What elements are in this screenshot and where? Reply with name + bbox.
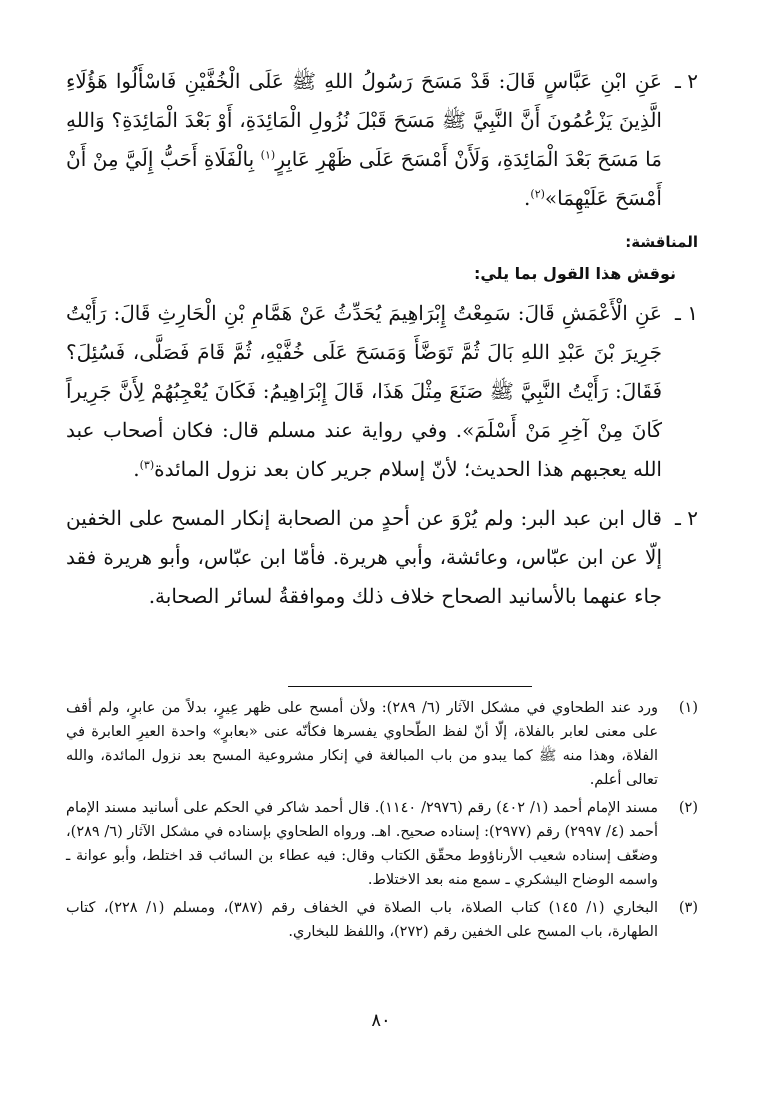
footnote-number: (٣) bbox=[678, 900, 698, 916]
discussion-text-end: . bbox=[133, 457, 140, 481]
hadith-text-continued: بِالْفَلَاةِ أَحَبُّ إِلَيَّ مِنْ أَنْ أَمْسَحَ عَلَيْهِمَا» bbox=[66, 147, 662, 210]
page-body bbox=[66, 62, 698, 626]
footnote-number: (١) bbox=[678, 700, 698, 716]
footnote-1 bbox=[66, 696, 698, 792]
footnote-2 bbox=[66, 796, 698, 892]
footnote-ref-3[interactable]: (٣) bbox=[139, 458, 155, 472]
discussion-item-1 bbox=[66, 294, 698, 489]
footnote-number: (٢) bbox=[678, 800, 698, 816]
section-heading: المناقشة: bbox=[625, 233, 698, 251]
page-number: ٨٠ bbox=[371, 1010, 391, 1031]
footnote-text: ورد عند الطحاوي في مشكل الآثار (٦/ ٢٨٩): ولأن أمسح على ظهر عِيرٍ، بدلاً من عابرٍ، ولم أقف على معنى لعابر بالفلاة، إلّا أنّ لفظ الطّحاوي يفسرها فكأنّه عنى «بعابرٍ» واحدة العيرِ العابرة في الفلاة، وهذا منه ﷺ كما يبدو من باب المبالغة في إنكار مشروعية المسح بعد نزول المائدة، والله تعالى أعلم. bbox=[66, 700, 658, 788]
footnote-text: البخاري (١/ ١٤٥) كتاب الصلاة، باب الصلاة في الخفاف رقم (٣٨٧)، ومسلم (١/ ٢٢٨)، كتاب الطهارة، باب المسح على الخفين رقم (٢٧٢)، واللفظ للبخاري. bbox=[66, 900, 658, 940]
footnote-ref-1[interactable]: (١) bbox=[260, 148, 276, 162]
hadith-text-end: . bbox=[524, 186, 531, 210]
footnote-ref-2[interactable]: (٢) bbox=[530, 187, 545, 201]
footnotes bbox=[66, 696, 698, 948]
footnote-3 bbox=[66, 896, 698, 944]
item-number: ١ ـ bbox=[675, 301, 698, 325]
item-number: ٢ ـ bbox=[675, 69, 698, 93]
discussion-text: عَنِ الْأَعْمَشِ قَالَ: سَمِعْتُ إِبْرَاهِيمَ يُحَدِّثُ عَنْ هَمَّامِ بْنِ الْحَارِثِ قَالَ: رَأَيْتُ جَرِيرَ بْنَ عَبْدِ اللهِ بَالَ ثُمَّ تَوَضَّأَ وَمَسَحَ عَلَى خُفَّيْهِ، ثُمَّ قَامَ فَصَلَّى، فَسُئِلَ؟ فَقَالَ: رَأَيْتُ النَّبِيَّ ﷺ صَنَعَ مِثْلَ هَذَا، قَالَ إِبْرَاهِيمُ: فَكَانَ يُعْجِبُهُمْ لِأَنَّ جَرِيراً كَانَ مِنْ آخِرِ مَنْ أَسْلَمَ». وفي رواية عند مسلم قال: فكان أصحاب عبد الله يعجبهم هذا الحديث؛ لأنّ إسلام جرير كان بعد نزول المائدة bbox=[66, 301, 662, 481]
discussion-item-2 bbox=[66, 499, 698, 616]
section-intro: نوقش هذا القول بما يلي: bbox=[473, 264, 676, 283]
hadith-text: عَنِ ابْنِ عَبَّاسٍ قَالَ: قَدْ مَسَحَ رَسُولُ اللهِ ﷺ عَلَى الْخُفَّيْنِ فَاسْأَلُوا هَؤُلَاءِ الَّذِينَ يَزْعُمُونَ أَنَّ النَّبِيَّ ﷺ مَسَحَ قَبْلَ نُزُولِ الْمَائِدَةِ، أَوْ بَعْدَ الْمَائِدَةِ؟ وَاللهِ مَا مَسَحَ بَعْدَ الْمَائِدَةِ، وَلَأَنْ أَمْسَحَ عَلَى ظَهْرِ عَابِرٍ bbox=[66, 69, 662, 171]
hadith-item-2 bbox=[66, 62, 698, 218]
footnote-separator bbox=[288, 686, 532, 687]
discussion-text: قال ابن عبد البر: ولم يُرْوَ عن أحدٍ من الصحابة إنكار المسح على الخفين إلّا عن ابن عبّاس، وعائشة، وأبي هريرة. فأمّا ابن عبّاس، وأبو هريرة فقد جاء عنهما بالأسانيد الصحاح خلاف ذلك وموافقةُ لسائر الصحابة. bbox=[66, 506, 662, 608]
item-number: ٢ ـ bbox=[675, 506, 698, 530]
footnote-text: مسند الإمام أحمد (١/ ٤٠٢) رقم (٢٩٧٦/ ١١٤٠). قال أحمد شاكر في الحكم على أسانيد مسند الإمام أحمد (٤/ ٢٩٩٧) رقم (٢٩٧٧): إسناده صحيح. اهـ. ورواه الطحاوي بإسناده في مشكل الآثار (٦/ ٢٨٩)، وضعّف إسناده شعيب الأرناؤوط محقّق الكتاب وقال: فيه عطاء بن السائب قد اختلط، وأبو عوانة ـ واسمه الوضاح اليشكري ـ سمع منه بعد الاختلاط. bbox=[66, 800, 659, 888]
